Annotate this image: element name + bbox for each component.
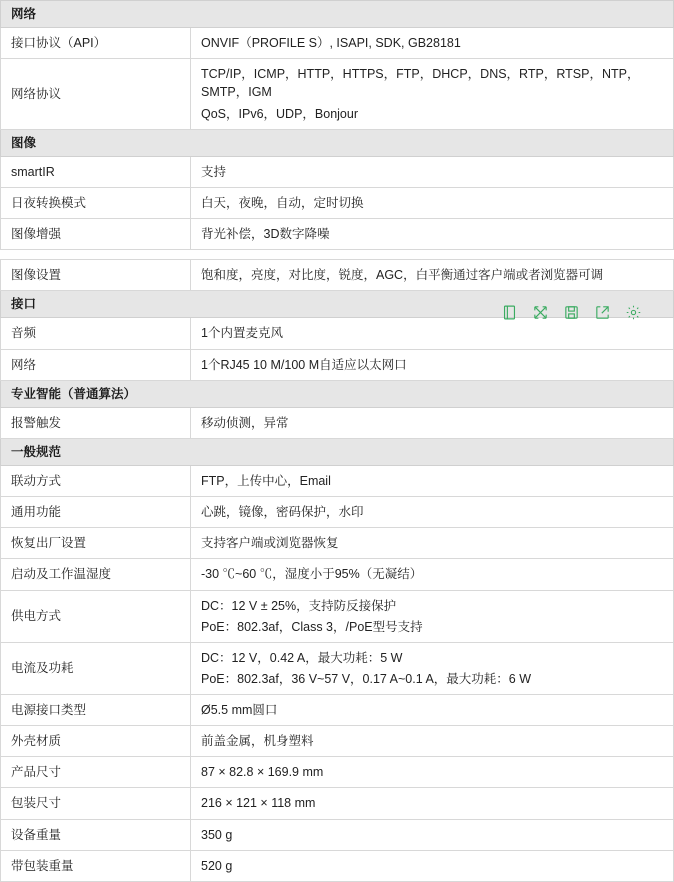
table-row [1, 788, 674, 819]
spec-value-line: PoE：802.3af，Class 3，/PoE型号支持 [201, 619, 423, 634]
spec-label: 供电方式 [1, 590, 191, 642]
spec-value [191, 726, 674, 757]
table-row [1, 642, 674, 694]
spec-value-line: DC：12 V，0.42 A，最大功耗：5 W [201, 650, 403, 665]
spec-label: 电源接口类型 [1, 695, 191, 726]
spec-value-line: 饱和度，亮度，对比度，锐度，AGC，白平衡通过客户端或者浏览器可调 [201, 268, 604, 283]
spec-value-line: -30 ℃~60 ℃，湿度小于95%（无凝结） [201, 567, 423, 582]
section-header-row [1, 438, 674, 465]
spec-value-line: 216 × 121 × 118 mm [201, 796, 316, 811]
section-title: 图像 [1, 129, 674, 156]
table-row [1, 819, 674, 850]
section-title: 网络 [1, 1, 674, 28]
spec-label: 启动及工作温湿度 [1, 559, 191, 590]
spec-label: 产品尺寸 [1, 757, 191, 788]
table-row [1, 590, 674, 642]
table-row [1, 318, 674, 349]
spec-label: 恢复出厂设置 [1, 528, 191, 559]
table-row [1, 407, 674, 438]
spec-value [191, 642, 674, 694]
spec-value-line: 1个内置麦克风 [201, 326, 283, 341]
table-row [1, 850, 674, 881]
spec-value [191, 318, 674, 349]
table-row [1, 260, 674, 291]
spec-value-line: 520 g [201, 858, 233, 873]
spec-label: 电流及功耗 [1, 642, 191, 694]
spec-value [191, 590, 674, 642]
spec-value [191, 528, 674, 559]
spec-value-line: 87 × 82.8 × 169.9 mm [201, 765, 324, 780]
table-row [1, 349, 674, 380]
spec-label: 带包装重量 [1, 850, 191, 881]
spec-label: 接口协议（API） [1, 28, 191, 59]
spec-value [191, 349, 674, 380]
spec-value [191, 466, 674, 497]
spec-value-line: 支持客户端或浏览器恢复 [201, 536, 339, 551]
table-row [1, 726, 674, 757]
table-row [1, 156, 674, 187]
spec-label: 通用功能 [1, 497, 191, 528]
spec-value-line: 350 g [201, 827, 233, 842]
spec-value [191, 497, 674, 528]
spec-value-line: 白天，夜晚，自动，定时切换 [201, 195, 364, 210]
spec-value-line: DC：12 V ± 25%，支持防反接保护 [201, 598, 397, 613]
table-spacer-row [1, 250, 674, 260]
spec-label: 网络 [1, 349, 191, 380]
spec-label: 外壳材质 [1, 726, 191, 757]
spec-value [191, 757, 674, 788]
spec-value-line: Ø5.5 mm圆口 [201, 703, 278, 717]
table-row [1, 757, 674, 788]
table-row [1, 559, 674, 590]
spec-value-line: 支持 [201, 164, 227, 179]
compare-icon[interactable] [531, 303, 550, 322]
table-row [1, 28, 674, 59]
section-title: 接口 [1, 291, 674, 318]
spec-value [191, 219, 674, 250]
spec-label: 日夜转换模式 [1, 187, 191, 218]
spec-value [191, 260, 674, 291]
spec-value [191, 407, 674, 438]
spec-value-line: PoE：802.3af，36 V~57 V，0.17 A~0.1 A，最大功耗：6 W [201, 671, 532, 686]
spec-label: 图像增强 [1, 219, 191, 250]
section-header-row [1, 380, 674, 407]
spec-value-line: ONVIF（PROFILE S）, ISAPI, SDK, GB28181 [201, 36, 461, 51]
spec-value-line: TCP/IP，ICMP，HTTP，HTTPS，FTP，DHCP，DNS，RTP，RTSP，NTP，SMTP，IGM [201, 67, 640, 100]
table-row [1, 187, 674, 218]
floating-icon-toolbar[interactable] [500, 303, 643, 322]
spec-label: 设备重量 [1, 819, 191, 850]
spec-label: 报警触发 [1, 407, 191, 438]
table-row [1, 219, 674, 250]
table-row [1, 695, 674, 726]
spec-value [191, 850, 674, 881]
spec-label: 联动方式 [1, 466, 191, 497]
section-header-row [1, 129, 674, 156]
book-icon[interactable] [500, 303, 519, 322]
table-row [1, 528, 674, 559]
spec-value [191, 819, 674, 850]
spec-label: 包装尺寸 [1, 788, 191, 819]
section-title: 一般规范 [1, 438, 674, 465]
spec-value-line: 背光补偿，3D数字降噪 [201, 227, 330, 241]
spec-value-line: 1个RJ45 10 M/100 M自适应以太网口 [201, 357, 407, 372]
spec-value-line: QoS，IPv6，UDP，Bonjour [201, 106, 359, 121]
spec-value [191, 59, 674, 129]
spec-value [191, 695, 674, 726]
share-icon[interactable] [593, 303, 612, 322]
settings-icon[interactable] [624, 303, 643, 322]
spec-value [191, 156, 674, 187]
section-header-row [1, 1, 674, 28]
spec-value [191, 187, 674, 218]
table-row [1, 466, 674, 497]
spec-value-line: 移动侦测，异常 [201, 415, 289, 430]
spec-label: 图像设置 [1, 260, 191, 291]
table-row [1, 59, 674, 129]
spec-label: 网络协议 [1, 59, 191, 129]
spec-value [191, 559, 674, 590]
save-icon[interactable] [562, 303, 581, 322]
spec-value-line: 心跳，镜像，密码保护，水印 [201, 505, 364, 520]
spec-value-line: FTP，上传中心，Email [201, 474, 331, 488]
spec-value [191, 28, 674, 59]
spec-value-line: 前盖金属，机身塑料 [201, 734, 314, 749]
table-row [1, 497, 674, 528]
spec-label: 音频 [1, 318, 191, 349]
section-title: 专业智能（普通算法） [1, 380, 674, 407]
spec-label: smartIR [1, 156, 191, 187]
spec-value [191, 788, 674, 819]
